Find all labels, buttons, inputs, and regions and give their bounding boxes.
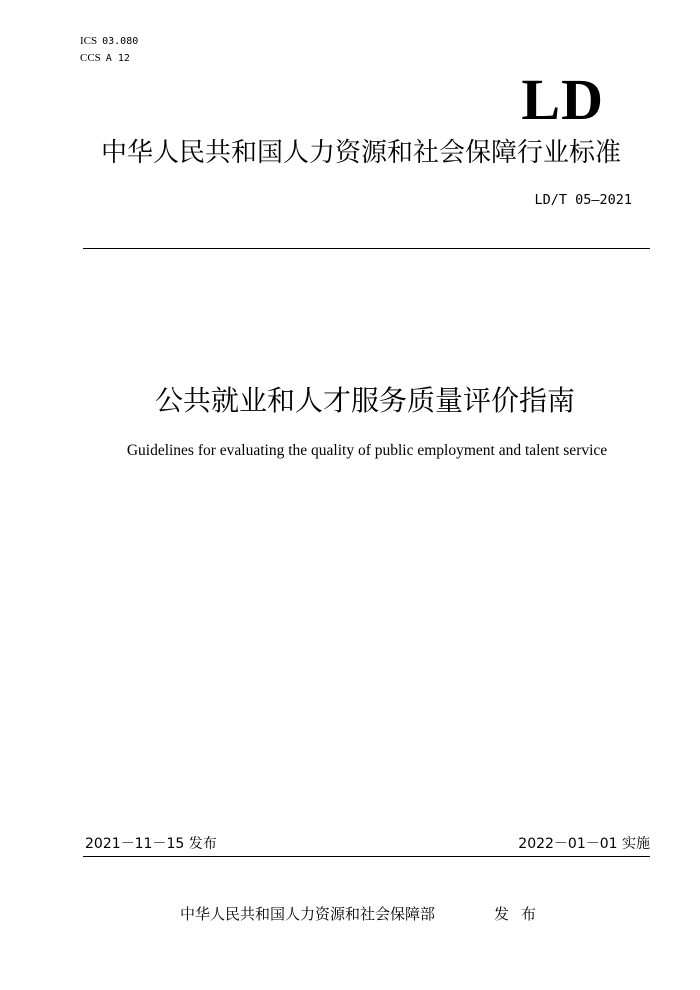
ccs-value: A 12 <box>105 53 130 64</box>
bottom-divider <box>83 856 650 857</box>
implement-date: 2022－01－01 实施 <box>518 836 650 852</box>
ld-logo: LD <box>521 67 604 132</box>
standard-code: LD/T 05—2021 <box>534 192 632 208</box>
publish-date: 2021－11－15 发布 <box>85 836 217 852</box>
ics-label: ICS <box>80 35 98 47</box>
document-title-en: Guidelines for evaluating the quality of public employment and talent service <box>126 442 608 459</box>
ics-value: 03.080 <box>102 36 139 47</box>
classification-block <box>80 33 138 67</box>
issue-label: 发布 <box>494 905 549 923</box>
ics-row <box>80 33 138 50</box>
ccs-label: CCS <box>80 52 101 64</box>
top-divider <box>83 248 650 249</box>
standard-category-title: 中华人民共和国人力资源和社会保障行业标准 <box>100 138 621 168</box>
document-title-zh: 公共就业和人才服务质量评价指南 <box>154 384 575 417</box>
ccs-row <box>80 50 138 67</box>
issuing-authority: 中华人民共和国人力资源和社会保障部 <box>180 905 436 923</box>
